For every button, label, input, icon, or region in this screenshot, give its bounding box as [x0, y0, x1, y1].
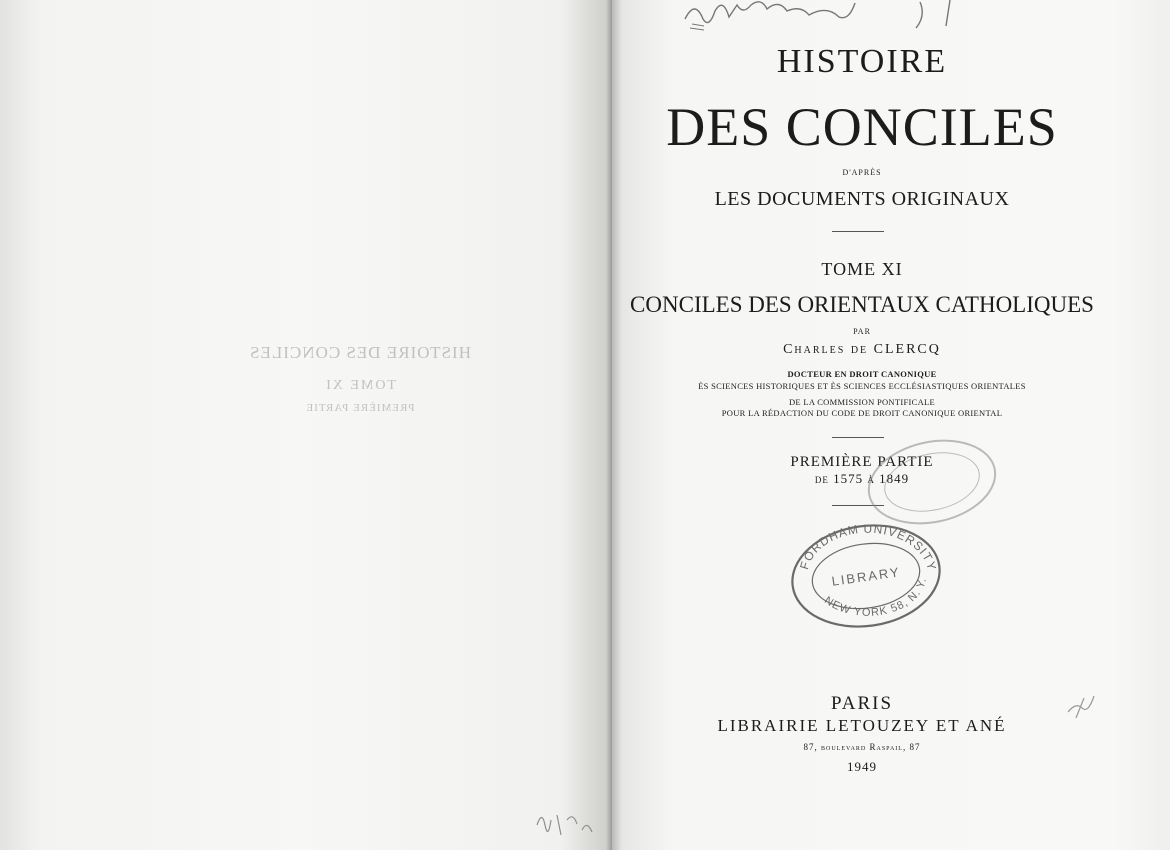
bleed-through-part: PREMIÈRE PARTIE: [305, 402, 415, 414]
author-credential: POUR LA RÉDACTION DU CODE DE DROIT CANONIQUE ORIENTAL: [721, 408, 1003, 418]
subtitle: CONCILES DES ORIENTAUX CATHOLIQUES: [630, 292, 1094, 317]
author-credential: ÈS SCIENCES HISTORIQUES ET ÈS SCIENCES ECCLÉSIASTIQUES ORIENTALES: [698, 381, 1026, 391]
library-stamp: [786, 520, 946, 630]
pencil-mark-left: [527, 795, 607, 845]
city: PARIS: [830, 693, 894, 714]
author-credential: DOCTEUR EN DROIT CANONIQUE: [787, 369, 937, 379]
tome-label: TOME XI: [821, 259, 903, 279]
bleed-through-tome: TOME XI: [324, 378, 396, 393]
author-credential: DE LA COMMISSION PONTIFICALE: [788, 397, 936, 407]
bleed-through-title: HISTOIRE DES CONCILES: [249, 343, 471, 362]
title-histoire: HISTOIRE: [776, 43, 948, 80]
pencil-mark-right: [1062, 682, 1102, 722]
title-dapres: D'APRÈS: [842, 168, 882, 177]
par-label: PAR: [853, 327, 871, 336]
part-label: PREMIÈRE PARTIE: [790, 454, 934, 470]
title-des-conciles: DES CONCILES: [666, 97, 1058, 157]
library-stamp-faded: [862, 432, 1002, 532]
author-name: Charles de CLERCQ: [783, 342, 941, 357]
publication-year: 1949: [847, 759, 877, 774]
divider-rule: [832, 231, 884, 232]
stamp-top-text: FORDHAM UNIVERSITY: [797, 521, 940, 573]
publisher-address: 87, boulevard Raspail, 87: [803, 742, 921, 752]
date-range: de 1575 à 1849: [814, 471, 910, 486]
title-documents: LES DOCUMENTS ORIGINAUX: [714, 188, 1010, 210]
stamp-middle-text: LIBRARY: [830, 564, 902, 589]
publisher: LIBRAIRIE LETOUZEY ET ANÉ: [717, 716, 1007, 735]
handwritten-signature: [680, 0, 980, 34]
stamp-bottom-text: NEW YORK 58, N. Y.: [822, 576, 929, 619]
